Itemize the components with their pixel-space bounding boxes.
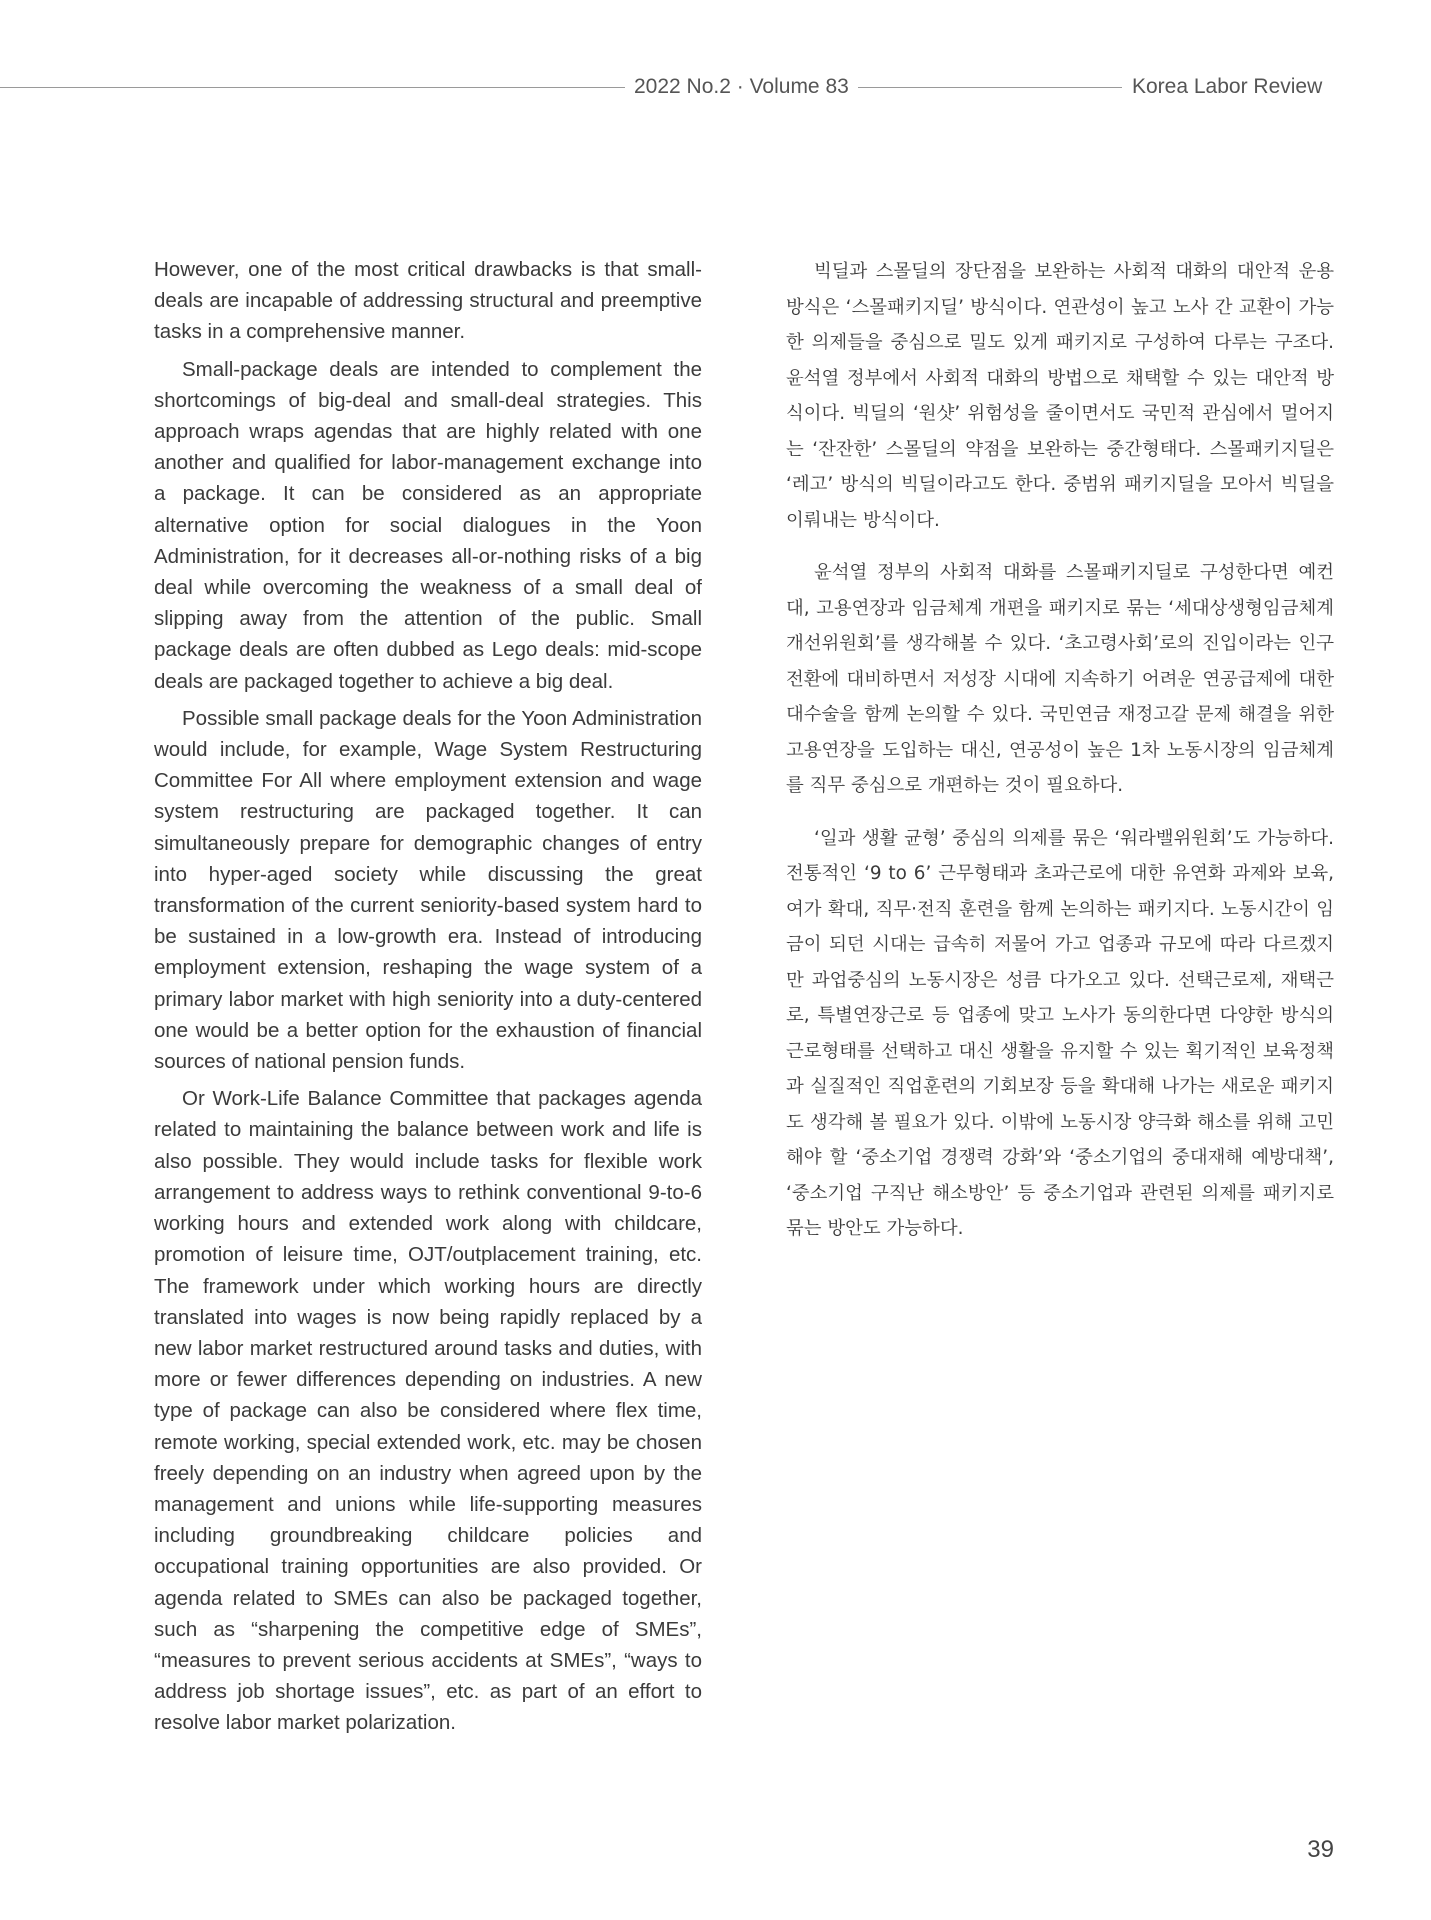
korean-paragraph-1: 빅딜과 스몰딜의 장단점을 보완하는 사회적 대화의 대안적 운용방식은 ‘스몰패키지딜’ 방식이다. 연관성이 높고 노사 간 교환이 가능한 의제들을 중심으로 밀도 있게 패키지로 구성하여 다루는 구조다. 윤석열 정부에서 사회적 대화의 방법으로 채택할 수 있는 대안적 방식이다. 빅딜의 ‘원샷’ 위험성을 줄이면서도 국민적 관심에서 멀어지는 ‘잔잔한’ 스몰딜의 약점을 보완하는 중간형태다. 스몰패키지딜은 ‘레고’ 방식의 빅딜이라고도 한다. 중범위 패키지딜을 모아서 빅딜을 이뤄내는 방식이다. <box>786 261 1334 531</box>
running-header <box>0 70 1431 106</box>
korean-column <box>786 254 1334 1264</box>
korean-paragraph-3: ‘일과 생활 균형’ 중심의 의제를 묶은 ‘워라밸위원회’도 가능하다. 전통적인 ‘9 to 6’ 근무형태과 초과근로에 대한 유연화 과제와 보육, 여가 확대, 직무·전직 훈련을 함께 논의하는 패키지다. 노동시간이 임금이 되던 시대는 급속히 저물어 가고 업종과 규모에 따라 다르겠지만 과업중심의 노동시장은 성큼 다가오고 있다. 선택근로제, 재택근로, 특별연장근로 등 업종에 맞고 노사가 동의한다면 다양한 방식의 근로형태를 선택하고 대신 생활을 유지할 수 있는 획기적인 보육정책과 실질적인 직업훈련의 기회보장 등을 확대해 나가는 새로운 패키지도 생각해 볼 필요가 있다. 이밖에 노동시장 양극화 해소를 위해 고민해야 할 ‘중소기업 경쟁력 강화’와 ‘중소기업의 중대재해 예방대책’, ‘중소기업 구직난 해소방안’ 등 중소기업과 관련된 의제를 패키지로 묶는 방안도 가능하다. <box>786 827 1334 1239</box>
page-number: 39 <box>1307 1836 1334 1863</box>
english-paragraph-3: Possible small package deals for the Yoon Administration would include, for example, Wage System Restructuring Committee For All where employment extension and wage system restructuring are packaged together. It can simultaneously prepare for demographic changes of entry into hyper-aged society while discussing the great transformation of the current seniority-based system hard to be sustained in a low-growth era. Instead of introducing employment extension, reshaping the wage system of a primary labor market with high seniority into a duty-centered one would be a better option for the exhaustion of financial sources of national pension funds. <box>154 706 702 1074</box>
journal-title: Korea Labor Review <box>1132 75 1323 98</box>
korean-paragraph-2: 윤석열 정부의 사회적 대화를 스몰패키지딜로 구성한다면 예컨대, 고용연장과 임금체계 개편을 패키지로 묶는 ‘세대상생형임금체계개선위원회’를 생각해볼 수 있다. ‘초고령사회’로의 진입이라는 인구전환에 대비하면서 저성장 시대에 지속하기 어려운 연공급제에 대한 대수술을 함께 논의할 수 있다. 국민연금 재정고갈 문제 해결을 위한 고용연장을 도입하는 대신, 연공성이 높은 1차 노동시장의 임금체계를 직무 중심으로 개편하는 것이 필요하다. <box>786 562 1334 796</box>
english-column <box>154 254 702 1745</box>
header-rule-left <box>0 87 625 88</box>
header-rule-right <box>858 87 1122 88</box>
english-paragraph-2: Small-package deals are intended to complement the shortcomings of big-deal and small-deal strategies. This approach wraps agendas that are highly related with one another and qualified for labor-management exchange into a package. It can be considered as an appropriate alternative option for social dialogues in the Yoon Administration, for it decreases all-or-nothing risks of a big deal while overcoming the weakness of a small deal of slipping away from the attention of the public. Small package deals are often dubbed as Lego deals: mid-scope deals are packaged together to achieve a big deal. <box>154 357 702 693</box>
issue-label: 2022 No.2 · Volume 83 <box>634 75 849 98</box>
english-paragraph-1: However, one of the most critical drawbacks is that small-deals are incapable of addressing structural and preemptive tasks in a comprehensive manner. <box>154 258 702 344</box>
english-paragraph-4: Or Work-Life Balance Committee that packages agenda related to maintaining the balance between work and life is also possible. They would include tasks for flexible work arrangement to address ways to rethink conventional 9-to-6 working hours and extended work along with childcare, promotion of leisure time, OJT/outplacement training, etc. The framework under which working hours are directly translated into wages is now being rapidly replaced by a new labor market restructured around tasks and duties, with more or fewer differences depending on industries. A new type of package can also be considered where flex time, remote working, special extended work, etc. may be chosen freely depending on an industry when agreed upon by the management and unions while life-supporting measures including groundbreaking childcare policies and occupational training opportunities are also provided. Or agenda related to SMEs can also be packaged together, such as “sharpening the competitive edge of SMEs”, “measures to prevent serious accidents at SMEs”, “ways to address job shortage issues”, etc. as part of an effort to resolve labor market polarization. <box>154 1087 702 1735</box>
